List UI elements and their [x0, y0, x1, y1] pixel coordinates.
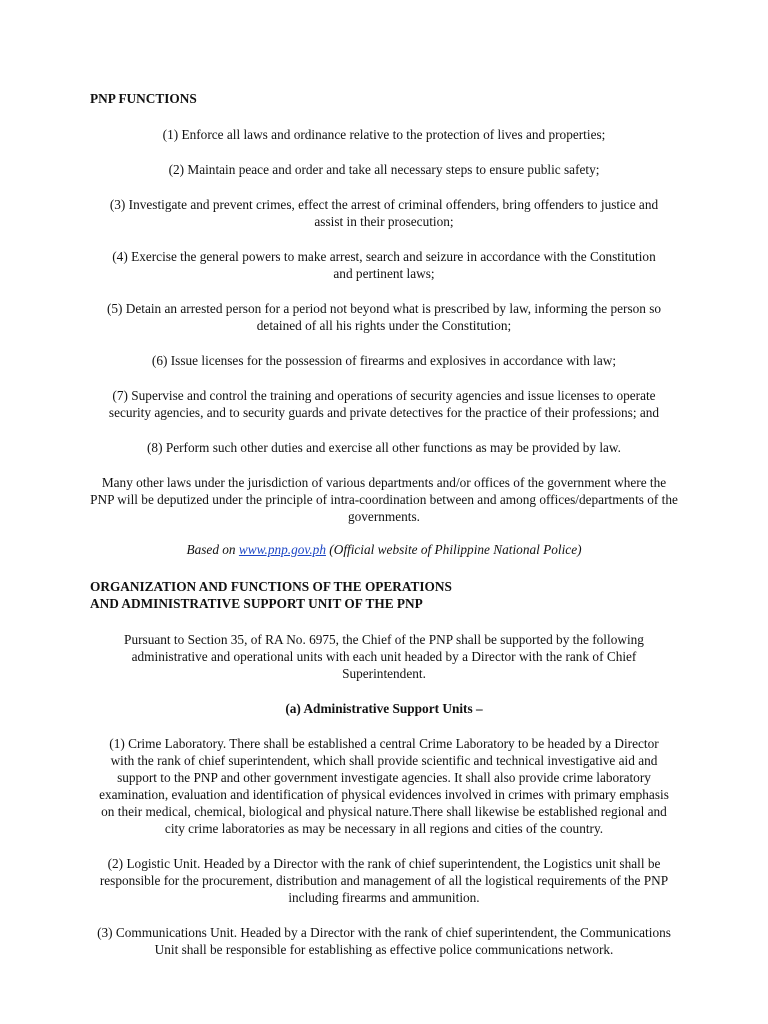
unit-logistic: (2) Logistic Unit. Headed by a Director with the rank of chief superintendent, the Logistics unit shall be responsible for the procurement, distribution and management of all the logistical requirements of the PNP including firearms and ammunition. [99, 856, 669, 905]
other-laws-paragraph: Many other laws under the jurisdiction of various departments and/or offices of the government where the PNP will be deputized under the principle of intra-coordination between and among offices/departments of the governments. [90, 475, 678, 524]
document-page [90, 90, 678, 958]
function-item-4: (4) Exercise the general powers to make arrest, search and seizure in accordance with the Constitution and pertinent laws; [112, 249, 656, 281]
pursuant-paragraph: Pursuant to Section 35, of RA No. 6975, the Chief of the PNP shall be supported by the following administrative and operational units with each unit headed by a Director with the rank of Chief Superintendent. [124, 632, 644, 681]
function-item-8: (8) Perform such other duties and exercise all other functions as may be provided by law. [147, 440, 621, 455]
unit-crime-laboratory: (1) Crime Laboratory. There shall be established a central Crime Laboratory to be headed by a Director with the rank of chief superintendent, which shall provide scientific and technical investigative aid and support to the PNP and other government investigate agencies. It shall also provide crime laboratory examination, evaluation and identification of physical evidences involved in crimes with primary emphasis on their medical, chemical, biological and physical nature.There shall likewise be established regional and city crime laboratories as may be necessary in all regions and cities of the country. [99, 736, 669, 836]
heading-organization-line1: ORGANIZATION AND FUNCTIONS OF THE OPERATIONS [90, 579, 452, 594]
function-item-5: (5) Detain an arrested person for a period not beyond what is prescribed by law, informing the person so detained of all his rights under the Constitution; [106, 301, 662, 333]
function-item-1: (1) Enforce all laws and ordinance relative to the protection of lives and properties; [162, 127, 606, 142]
function-item-6: (6) Issue licenses for the possession of firearms and explosives in accordance with law; [151, 353, 617, 368]
function-item-3: (3) Investigate and prevent crimes, effect the arrest of criminal offenders, bring offenders to justice and assist in their prosecution; [109, 197, 659, 229]
unit-communications: (3) Communications Unit. Headed by a Director with the rank of chief superintendent, the Communications Unit shall be responsible for establishing as effective police communications network. [97, 925, 671, 957]
pnp-website-link[interactable]: www.pnp.gov.ph [238, 542, 326, 557]
source-suffix: (Official website of Philippine National Police) [325, 542, 582, 557]
source-prefix: Based on [186, 542, 239, 557]
admin-support-subheading: (a) Administrative Support Units – [285, 701, 483, 716]
heading-organization-line2: AND ADMINISTRATIVE SUPPORT UNIT OF THE PNP [90, 596, 423, 611]
heading-pnp-functions: PNP FUNCTIONS [90, 91, 197, 106]
source-line [90, 541, 678, 558]
function-item-2: (2) Maintain peace and order and take all necessary steps to ensure public safety; [168, 162, 600, 177]
function-item-7: (7) Supervise and control the training and operations of security agencies and issue licenses to operate security agencies, and to security guards and private detectives for the practice of their professions; and [108, 388, 660, 420]
